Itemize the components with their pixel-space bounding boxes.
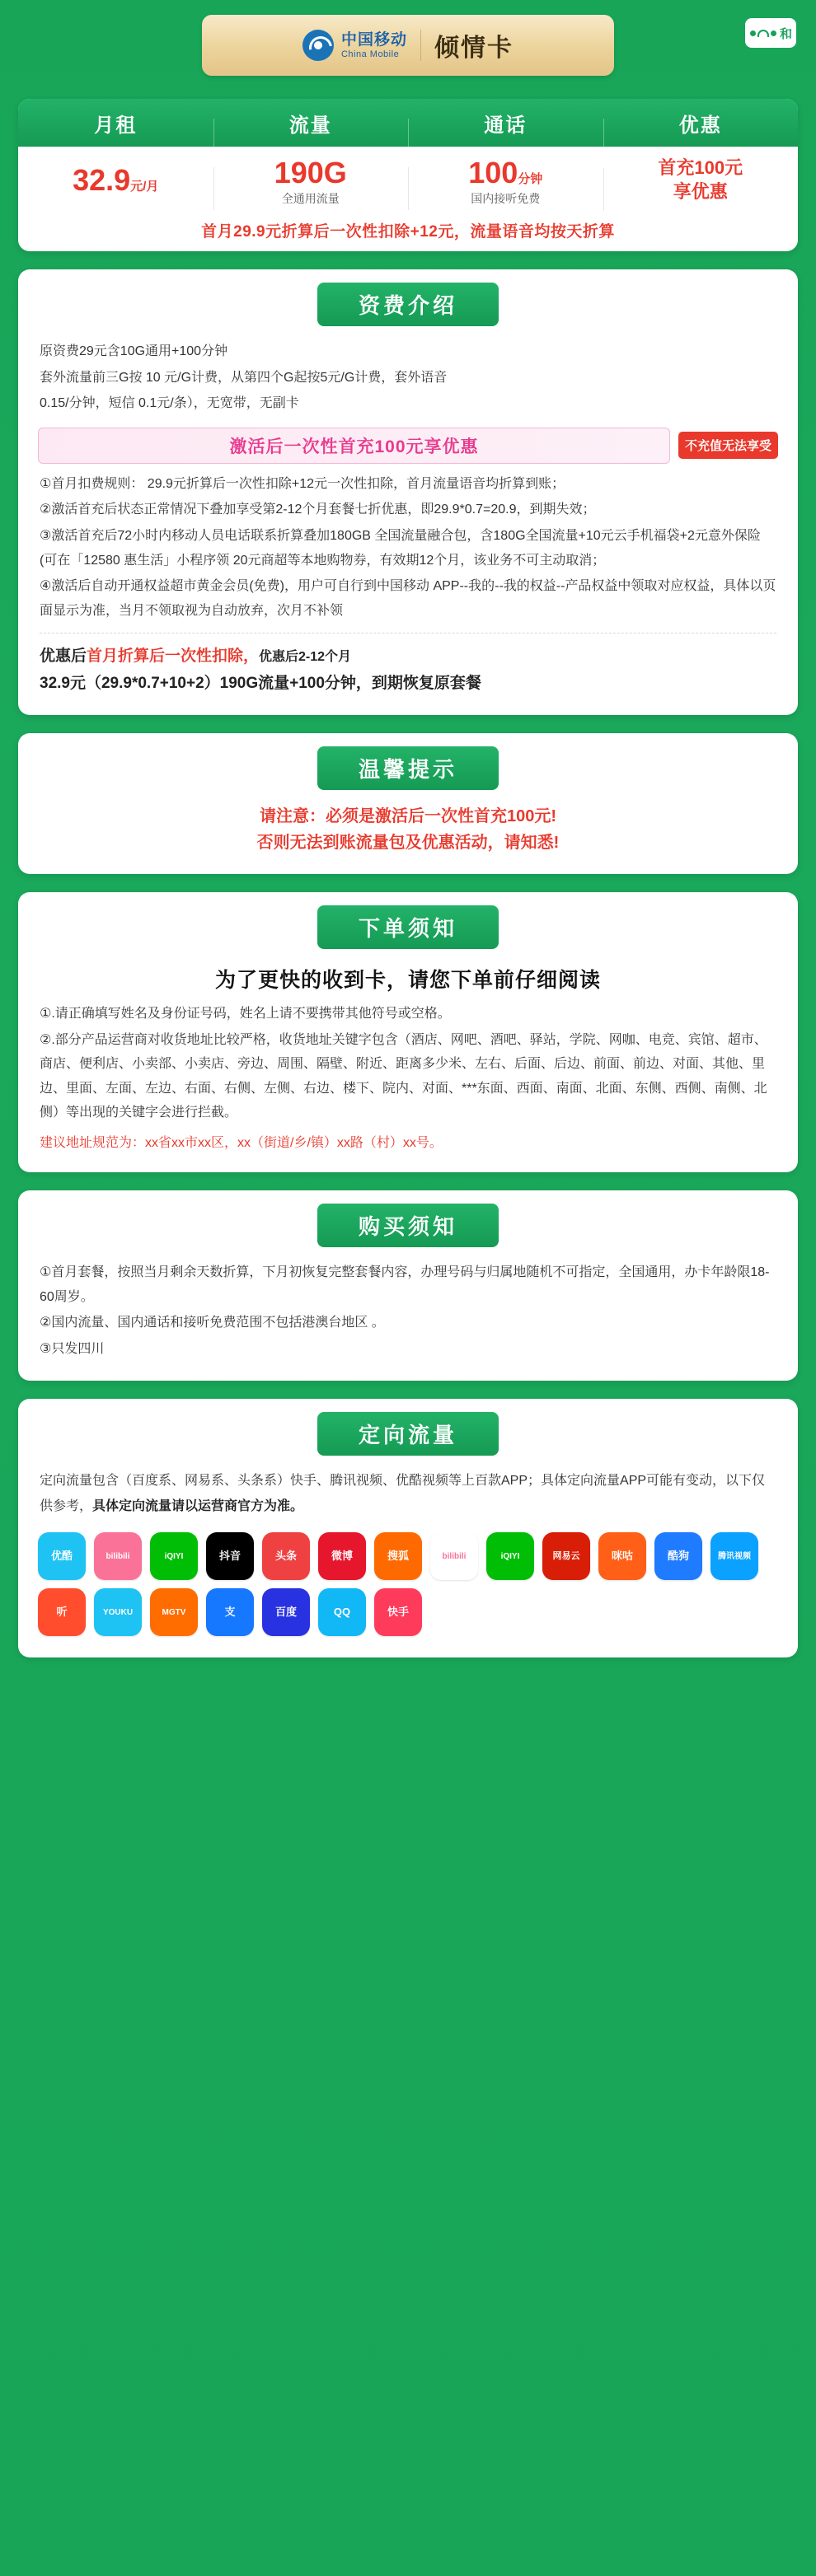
- tariff-line-2: 套外流量前三G按 10 元/G计费，从第四个G起按5元/G计费，套外语音: [40, 370, 448, 385]
- promo-line-1: 首充100元: [658, 157, 743, 179]
- tariff-rule-2: ②激活首充后状态正常情况下叠加享受第2-12个月套餐七折优惠，即29.9*0.7=20.9，到期失效；: [40, 503, 596, 517]
- tips-card: [18, 733, 798, 874]
- directional-data-text: [18, 1456, 798, 1519]
- plan-summary-card: [18, 99, 798, 251]
- purchase-notice-item-1: ①首月套餐，按照当月剩余天数折算，下月初恢复完整套餐内容，办理号码与归属地随机不可指定，全国通用，办卡年龄限18-60周岁。: [40, 1265, 770, 1304]
- tariff-rule-1: ①首月扣费规则： 29.9元折算后一次性扣除+12元一次性扣除，首月流量语音均折算到账；: [40, 476, 565, 491]
- operator-name-en: China Mobile: [340, 49, 400, 59]
- he-face-icon: [749, 30, 777, 37]
- order-notice-item-2: ②.部分产品运营商对收货地址比较严格，收货地址关键字包含（酒店、网吧、酒吧、驿站，学院、网咖、电竞、宾馆、超市、商店、便利店、小卖部、小卖店、旁边、周围、隔壁、附近、距离多少米、左右、后面、后边、前面、前边、对面、其他、里边、里面、左面、左边、右面、右侧、左侧、右边、楼下、院内、对面、***东面、西面、南面、北面、东侧、西侧、南侧、北侧）等出现的关键字会进行拦截。: [40, 1032, 767, 1120]
- app-icon: 微博: [318, 1532, 366, 1580]
- summary-line-2: 32.9元（29.9*0.7+10+2）190G流量+100分钟，到期恢复原套餐: [40, 674, 481, 692]
- tariff-basic-lines: [18, 326, 798, 416]
- order-notice-items: [18, 998, 798, 1125]
- order-address-format: 建议地址规范为：xx省xx市xx区，xx（街道/乡/镇）xx路（村）xx号。: [40, 1135, 443, 1150]
- voice-unit: 分钟: [518, 171, 543, 186]
- china-mobile-logo-icon: [302, 30, 334, 61]
- order-notice-card-title: 下单须知: [317, 905, 499, 949]
- plan-summary-note: 首月29.9元折算后一次性扣除+12元，流量语音均按天折算: [18, 214, 798, 251]
- tariff-card-title: 资费介绍: [317, 283, 499, 326]
- app-icon: 快手: [374, 1588, 422, 1636]
- app-icon: 支: [206, 1588, 254, 1636]
- summary-months: 优惠后2-12个月: [259, 650, 352, 665]
- recharge-ribbon-main: 激活后一次性首充100元享优惠: [38, 428, 670, 464]
- app-icon: bilibili: [94, 1532, 142, 1580]
- cell-monthly-fee: [18, 163, 213, 197]
- voice-sub: 国内接听免费: [471, 192, 541, 206]
- plan-summary-header: [18, 99, 798, 147]
- purchase-notice-items: [18, 1247, 798, 1361]
- brand-divider: [420, 30, 421, 61]
- summary-highlight: 首月折算后一次性扣除，: [87, 648, 260, 666]
- china-mobile-logo: [302, 30, 407, 61]
- plan-summary-values: [18, 147, 798, 214]
- operator-name-cn: 中国移动: [340, 30, 407, 49]
- directional-app-grid: [18, 1519, 798, 1639]
- directional-text-b: 具体定向流量请以运营商官方为准。: [92, 1498, 304, 1513]
- monthly-fee-unit: 元/月: [130, 180, 159, 194]
- tariff-line-3: 0.15/分钟，短信 0.1元/条），无宽带，无副卡: [40, 396, 299, 411]
- directional-text-a: 定向流量包含（百度系、网易系、头条系）快手、腾讯视频、优酷视频等上百款APP；具体定向流量APP可能有变动，以下仅供参考，: [40, 1474, 766, 1513]
- col-header-voice: 通话: [408, 109, 603, 138]
- order-notice-item-1: ①.请正确填写姓名及身份证号码，姓名上请不要携带其他符号或空格。: [40, 1006, 451, 1021]
- voice-value: 100: [468, 155, 518, 189]
- tariff-card: [18, 269, 798, 715]
- recharge-ribbon-tag: 不充值无法享受: [678, 432, 778, 459]
- order-notice-card: [18, 892, 798, 1172]
- page-header: [0, 0, 816, 99]
- tips-line-2: 否则无法到账流量包及优惠活动，请知悉!: [256, 833, 560, 852]
- tips-body: [18, 790, 798, 856]
- app-icon: bilibili: [430, 1532, 478, 1580]
- app-icon: 酷狗: [654, 1532, 702, 1580]
- cell-data: [213, 156, 409, 205]
- col-header-promo: 优惠: [603, 109, 799, 138]
- app-icon: 搜狐: [374, 1532, 422, 1580]
- app-icon: 听: [38, 1588, 86, 1636]
- tariff-rules: [18, 470, 798, 624]
- directional-data-card-title: 定向流量: [317, 1412, 499, 1456]
- order-notice-lead: 为了更快的收到卡，请您下单前仔细阅读: [214, 968, 601, 992]
- cell-voice: [408, 156, 603, 205]
- app-icon: iQIYI: [486, 1532, 534, 1580]
- app-icon: 腾讯视频: [710, 1532, 758, 1580]
- col-header-data: 流量: [213, 109, 409, 138]
- data-sub: 全通用流量: [281, 192, 340, 206]
- app-icon: 百度: [262, 1588, 310, 1636]
- purchase-notice-card-title: 购买须知: [317, 1204, 499, 1247]
- tips-line-1: 请注意：必须是激活后一次性首充100元!: [259, 806, 557, 825]
- col-header-monthly-fee: 月租: [94, 114, 138, 137]
- brand-pill: [202, 15, 614, 76]
- app-icon: MGTV: [150, 1588, 198, 1636]
- directional-data-card: [18, 1399, 798, 1657]
- cell-promo: [603, 157, 799, 203]
- purchase-notice-item-2: ②国内流量、国内通话和接听免费范围不包括港澳台地区 。: [40, 1316, 385, 1330]
- tips-card-title: 温馨提示: [317, 746, 499, 790]
- app-icon: iQIYI: [150, 1532, 198, 1580]
- recharge-ribbon: [38, 428, 778, 464]
- tariff-line-1: 原资费29元含10G通用+100分钟: [40, 344, 228, 358]
- app-icon: QQ: [318, 1588, 366, 1636]
- he-brand-badge: [745, 18, 796, 48]
- data-value: 190G: [274, 155, 347, 189]
- app-icon: 网易云: [542, 1532, 590, 1580]
- app-icon: 咪咕: [598, 1532, 646, 1580]
- he-badge-label: 和: [779, 26, 792, 41]
- tariff-rule-4: ④激活后自动开通权益超市黄金会员(免费)，用户可自行到中国移动 APP--我的--我的权益--产品权益中领取对应权益，具体以页面显示为准，当月不领取视为自动放弃，次月不补领: [40, 579, 776, 618]
- monthly-fee-value: 32.9: [73, 163, 131, 198]
- app-icon: YOUKU: [94, 1588, 142, 1636]
- app-icon: 头条: [262, 1532, 310, 1580]
- summary-prefix: 优惠后: [40, 648, 87, 666]
- promo-line-2: 享优惠: [673, 181, 728, 202]
- app-icon: 优酷: [38, 1532, 86, 1580]
- tariff-summary: [18, 643, 798, 697]
- product-name: 倾情卡: [434, 35, 514, 62]
- tariff-rule-3: ③激活首充后72小时内移动人员电话联系折算叠加180GB 全国流量融合包，含180G全国流量+10元云手机福袋+2元意外保险(可在「12580 惠生活」小程序领 20元商超等本地购物券，有效期12个月，该业务不可主动取消；: [40, 528, 761, 568]
- purchase-notice-card: [18, 1190, 798, 1381]
- app-icon: 抖音: [206, 1532, 254, 1580]
- purchase-notice-item-3: ③只发四川: [40, 1341, 105, 1356]
